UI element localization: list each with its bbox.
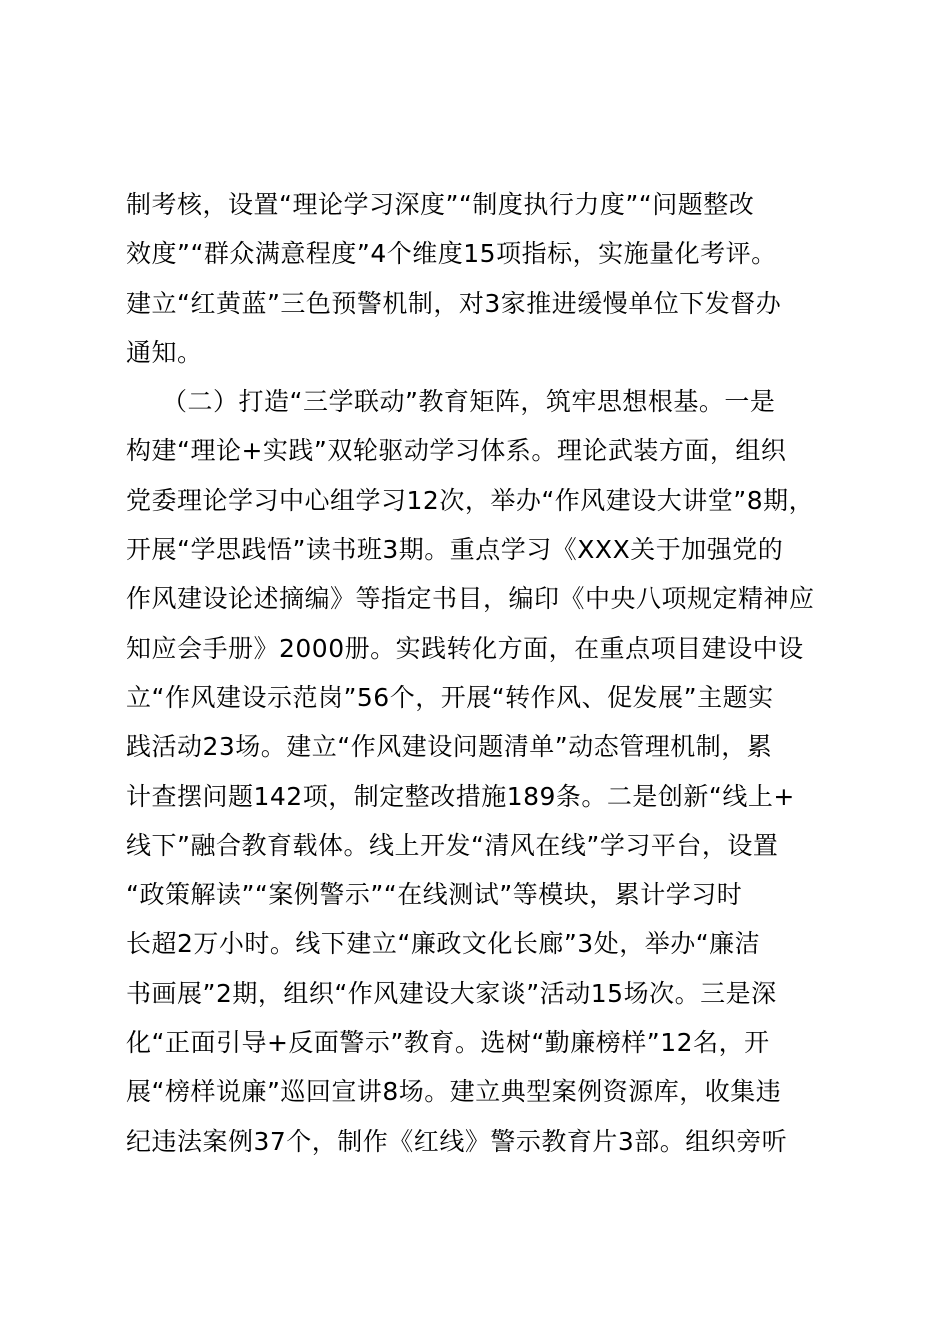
- text-line: 效度”“群众满意程度”4个维度15项指标，实施量化考评。: [126, 239, 777, 269]
- text-line: 知应会手册》2000册。实践转化方面，在重点项目建设中设: [126, 633, 804, 663]
- text-line: 线下”融合教育载体。线上开发“清风在线”学习平台，设置: [126, 830, 779, 860]
- text-line: 展“榜样说廉”巡回宣讲8场。建立典型案例资源库，收集违: [126, 1077, 782, 1107]
- text-line: 计查摆问题142项，制定整改措施189条。二是创新“线上+: [126, 781, 795, 811]
- text-line: 通知。: [126, 337, 203, 367]
- text-line: 作风建设论述摘编》等指定书目，编印《中央八项规定精神应: [126, 584, 815, 614]
- text-line: 构建“理论+实践”双轮驱动学习体系。理论武装方面，组织: [126, 436, 787, 466]
- text-line: 长超2万小时。线下建立“廉政文化长廊”3处，举办“廉洁: [126, 929, 761, 959]
- text-line: 建立“红黄蓝”三色预警机制，对3家推进缓慢单位下发督办: [126, 288, 782, 318]
- body-text: [126, 180, 846, 1166]
- text-line: 立“作风建设示范岗”56个，开展“转作风、促发展”主题实: [126, 682, 774, 712]
- text-line: 制考核，设置“理论学习深度”“制度执行力度”“问题整改: [126, 190, 755, 219]
- text-line: 开展“学思践悟”读书班3期。重点学习《XXX关于加强党的: [126, 535, 784, 565]
- section-heading-line: （二）打造“三学联动”教育矩阵，筑牢思想根基。一是: [162, 387, 776, 417]
- text-line: 书画展”2期，组织“作风建设大家谈”活动15场次。三是深: [126, 978, 777, 1008]
- text-line: 化“正面引导+反面警示”教育。选树“勤廉榜样”12名，开: [126, 1028, 770, 1058]
- text-line: 纪违法案例37个，制作《红线》警示教育片3部。组织旁听: [126, 1126, 788, 1156]
- text-line: 践活动23场。建立“作风建设问题清单”动态管理机制，累: [126, 732, 773, 762]
- text-line: “政策解读”“案例警示”“在线测试”等模块，累计学习时: [126, 880, 743, 910]
- text-line: 党委理论学习中心组学习12次，举办“作风建设大讲堂”8期，: [126, 485, 815, 515]
